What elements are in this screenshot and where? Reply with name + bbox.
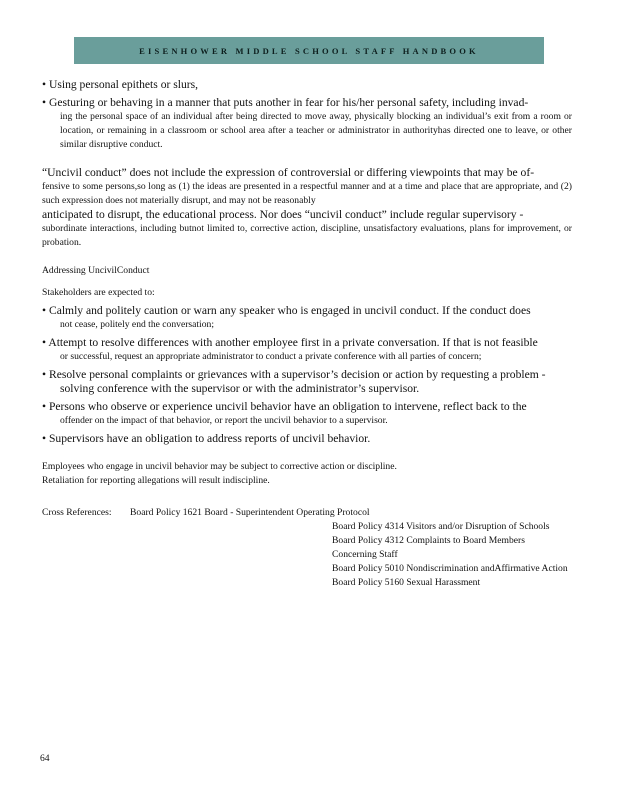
bullet-text: • Calmly and politely caution or warn any speaker who is engaged in uncivil conduct. If the conduct does [42, 304, 531, 317]
bullet-text: • Resolve personal complaints or grievances with a supervisor’s decision or action by requesting a problem - [42, 368, 546, 381]
bullet-text: • Persons who observe or experience uncivil behavior have an obligation to intervene, reflect back to the [42, 400, 527, 413]
bullet-text: • Attempt to resolve differences with another employee first in a private conversation. If that is not feasible [42, 336, 538, 349]
paragraph-text: subordinate interactions, including butnot limited to, corrective action, discipline, unsatisfactory evaluations, plans for improvement, or probation. [42, 223, 572, 248]
employees-line: Employees who engage in uncivil behavior may be subject to corrective action or discipline. [42, 461, 397, 472]
cross-reference-item: Board Policy 5010 Nondiscrimination andAffirmative Action [332, 563, 568, 574]
bullet-continuation: not cease, politely end the conversation; [60, 319, 214, 330]
uncivil-conduct-paragraph [42, 166, 572, 250]
handbook-title: EISENHOWER MIDDLE SCHOOL STAFF HANDBOOK [139, 45, 479, 56]
page-body [42, 78, 572, 616]
stakeholders-intro: Stakeholders are expected to: [42, 287, 155, 298]
cross-reference-item: Board Policy 4312 Complaints to Board Members Concerning Staff [332, 535, 525, 560]
bullet-text: • Using personal epithets or slurs, [42, 78, 199, 91]
cross-reference-item: Board Policy 4314 Visitors and/or Disruption of Schools [332, 521, 550, 532]
bullet-gesturing [42, 96, 572, 152]
bullet-epithets [42, 78, 572, 92]
page-number: 64 [40, 753, 50, 764]
bullet-continuation: ing the personal space of an individual after being directed to move away, physically blocking an individual’s exit from a room or location, or remaining in a classroom or school area after a teacher or administrator in authorityhas directed one to leave, or other similar disruptive conduct. [60, 111, 572, 150]
cross-reference-item: Board Policy 5160 Sexual Harassment [332, 577, 481, 588]
paragraph-text: anticipated to disrupt, the educational process. Nor does “uncivil conduct” include regular supervisory - [42, 208, 524, 221]
paragraph-lead: “Uncivil conduct” does not include the expression of controversial or differing viewpoints that may be of- [42, 166, 535, 179]
bullet-continuation: or successful, request an appropriate administrator to conduct a private conference with all parties of concern; [60, 351, 482, 362]
bullet-persons-observe [42, 400, 572, 428]
section-heading: Addressing UncivilConduct [42, 265, 150, 276]
retaliation-line: Retaliation for reporting allegations will result indiscipline. [42, 475, 270, 486]
bullet-continuation: offender on the impact of that behavior, or report the uncivil behavior to a supervisor. [60, 415, 388, 426]
bullet-supervisors [42, 432, 572, 446]
bullet-text: • Gesturing or behaving in a manner that puts another in fear for his/her personal safety, including invad- [42, 96, 529, 109]
cross-reference-item: Board Policy 1621 Board - Superintendent Operating Protocol [130, 507, 370, 518]
bullet-text: • Supervisors have an obligation to address reports of uncivil behavior. [42, 432, 371, 445]
cross-references-label: Cross References: [42, 507, 112, 518]
bullet-resolve-differences [42, 336, 572, 364]
cross-references [42, 506, 572, 616]
bullet-resolve-complaints [42, 368, 572, 396]
bullet-calmly [42, 304, 572, 332]
paragraph-text: fensive to some persons,so long as (1) the ideas are presented in a respectful manner and at a time and place that are appropriate, and (2) such expression does not materially disrupt, and may not be reasonably [42, 181, 572, 206]
handbook-header-band [74, 37, 544, 64]
bullet-continuation: solving conference with the supervisor or with the administrator’s supervisor. [60, 382, 420, 395]
cross-reference-list [332, 520, 570, 590]
